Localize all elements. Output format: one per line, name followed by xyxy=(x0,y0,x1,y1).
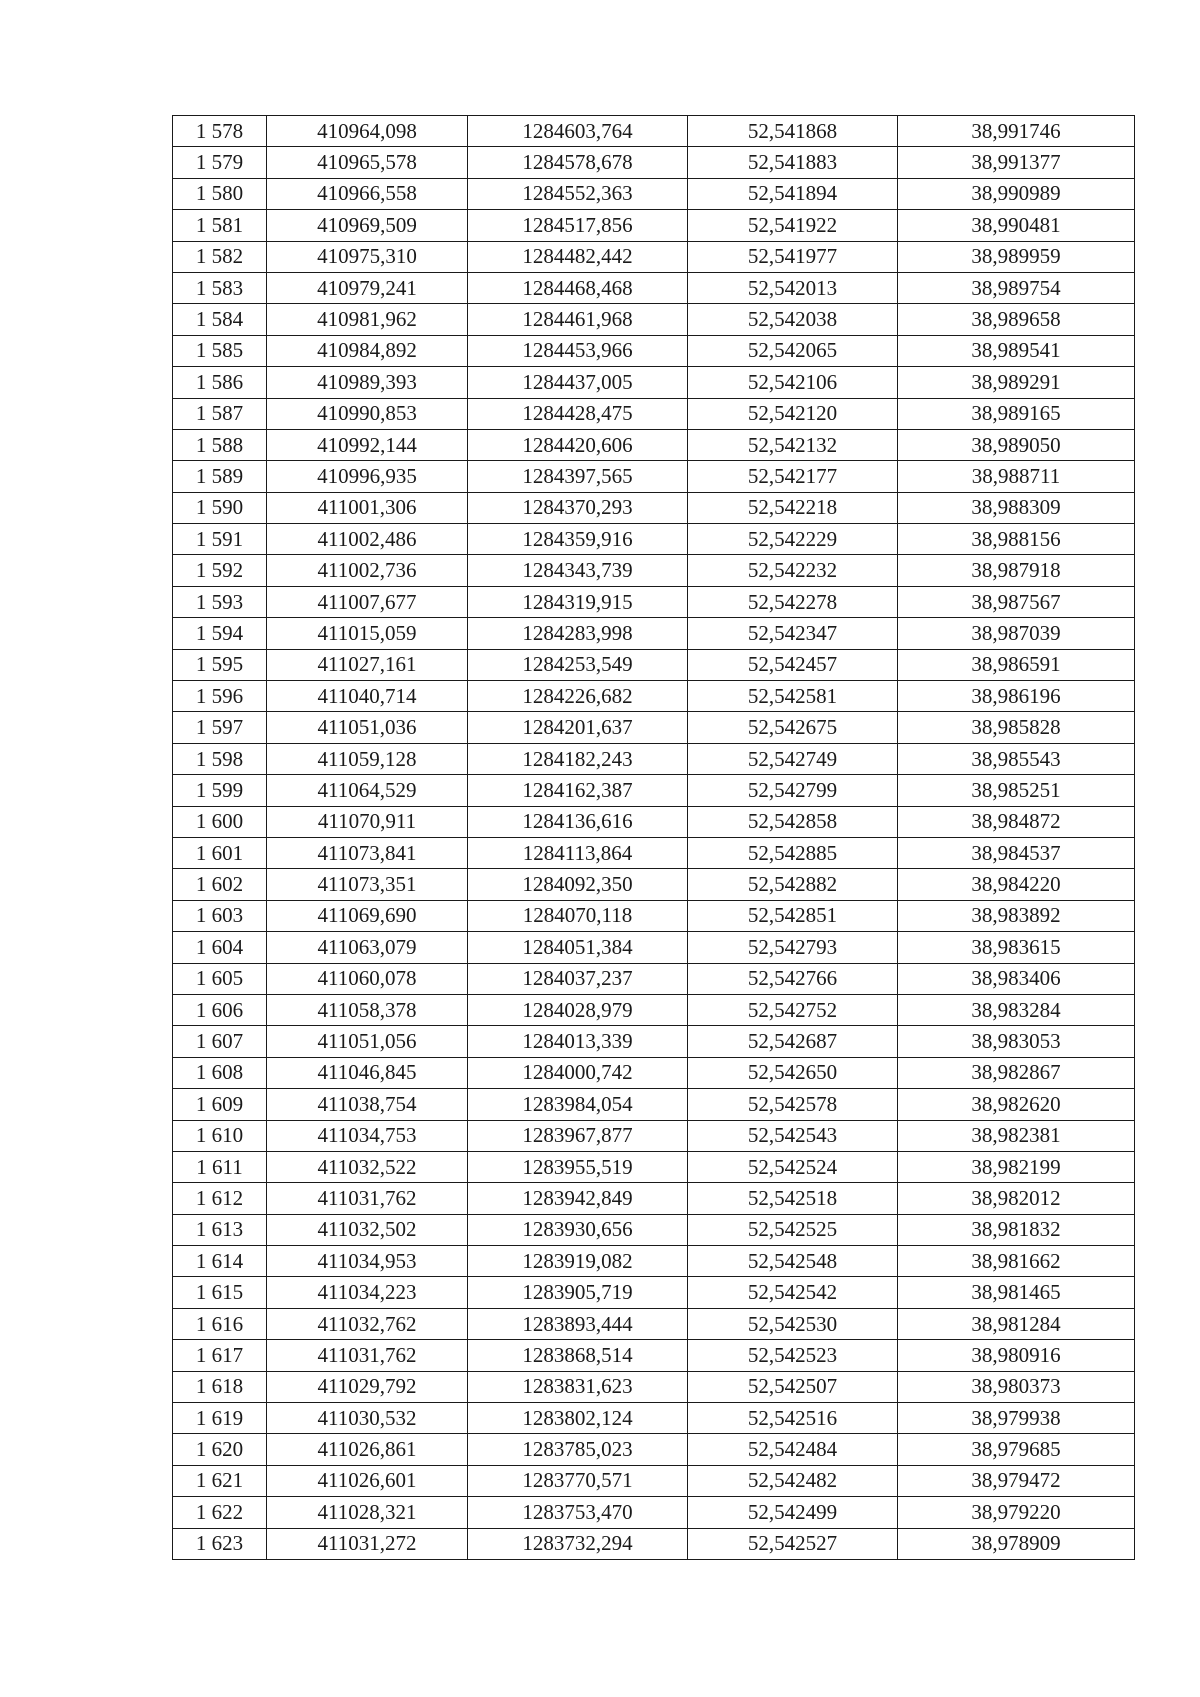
x-coordinate-cell: 411059,128 xyxy=(267,743,468,774)
latitude-cell: 52,542065 xyxy=(688,335,898,366)
latitude-cell: 52,542885 xyxy=(688,837,898,868)
longitude-cell: 38,983406 xyxy=(898,963,1135,994)
longitude-cell: 38,982620 xyxy=(898,1089,1135,1120)
point-number-cell: 1 605 xyxy=(173,963,267,994)
latitude-cell: 52,542548 xyxy=(688,1246,898,1277)
x-coordinate-cell: 411032,762 xyxy=(267,1308,468,1339)
table-row xyxy=(173,1120,1135,1151)
x-coordinate-cell: 411032,502 xyxy=(267,1214,468,1245)
y-coordinate-cell: 1283905,719 xyxy=(468,1277,688,1308)
table-row xyxy=(173,743,1135,774)
y-coordinate-cell: 1284482,442 xyxy=(468,241,688,272)
table-row xyxy=(173,837,1135,868)
point-number-cell: 1 584 xyxy=(173,304,267,335)
longitude-cell: 38,988711 xyxy=(898,461,1135,492)
point-number-cell: 1 600 xyxy=(173,806,267,837)
longitude-cell: 38,983615 xyxy=(898,932,1135,963)
point-number-cell: 1 585 xyxy=(173,335,267,366)
point-number-cell: 1 607 xyxy=(173,1026,267,1057)
longitude-cell: 38,989050 xyxy=(898,429,1135,460)
y-coordinate-cell: 1284420,606 xyxy=(468,429,688,460)
longitude-cell: 38,978909 xyxy=(898,1528,1135,1559)
y-coordinate-cell: 1283930,656 xyxy=(468,1214,688,1245)
x-coordinate-cell: 411040,714 xyxy=(267,681,468,712)
latitude-cell: 52,542013 xyxy=(688,272,898,303)
coordinates-table xyxy=(172,115,1135,1560)
y-coordinate-cell: 1284461,968 xyxy=(468,304,688,335)
y-coordinate-cell: 1284113,864 xyxy=(468,837,688,868)
table-row xyxy=(173,335,1135,366)
x-coordinate-cell: 411031,762 xyxy=(267,1340,468,1371)
x-coordinate-cell: 410996,935 xyxy=(267,461,468,492)
y-coordinate-cell: 1284370,293 xyxy=(468,492,688,523)
table-row xyxy=(173,304,1135,335)
latitude-cell: 52,542524 xyxy=(688,1151,898,1182)
y-coordinate-cell: 1284028,979 xyxy=(468,994,688,1025)
latitude-cell: 52,542518 xyxy=(688,1183,898,1214)
longitude-cell: 38,979472 xyxy=(898,1465,1135,1496)
table-row xyxy=(173,492,1135,523)
y-coordinate-cell: 1284182,243 xyxy=(468,743,688,774)
y-coordinate-cell: 1284468,468 xyxy=(468,272,688,303)
latitude-cell: 52,542038 xyxy=(688,304,898,335)
x-coordinate-cell: 411064,529 xyxy=(267,775,468,806)
x-coordinate-cell: 411069,690 xyxy=(267,900,468,931)
latitude-cell: 52,542499 xyxy=(688,1497,898,1528)
x-coordinate-cell: 410964,098 xyxy=(267,116,468,147)
point-number-cell: 1 618 xyxy=(173,1371,267,1402)
table-row xyxy=(173,1497,1135,1528)
table-row xyxy=(173,116,1135,147)
latitude-cell: 52,542578 xyxy=(688,1089,898,1120)
table-row xyxy=(173,681,1135,712)
point-number-cell: 1 614 xyxy=(173,1246,267,1277)
y-coordinate-cell: 1284013,339 xyxy=(468,1026,688,1057)
x-coordinate-cell: 411007,677 xyxy=(267,586,468,617)
y-coordinate-cell: 1283967,877 xyxy=(468,1120,688,1151)
point-number-cell: 1 580 xyxy=(173,178,267,209)
table-row xyxy=(173,649,1135,680)
latitude-cell: 52,542278 xyxy=(688,586,898,617)
latitude-cell: 52,542525 xyxy=(688,1214,898,1245)
latitude-cell: 52,541894 xyxy=(688,178,898,209)
longitude-cell: 38,989541 xyxy=(898,335,1135,366)
point-number-cell: 1 589 xyxy=(173,461,267,492)
longitude-cell: 38,983892 xyxy=(898,900,1135,931)
latitude-cell: 52,542542 xyxy=(688,1277,898,1308)
longitude-cell: 38,989959 xyxy=(898,241,1135,272)
longitude-cell: 38,984872 xyxy=(898,806,1135,837)
y-coordinate-cell: 1284552,363 xyxy=(468,178,688,209)
coordinates-table-body xyxy=(173,116,1135,1560)
x-coordinate-cell: 411026,861 xyxy=(267,1434,468,1465)
point-number-cell: 1 603 xyxy=(173,900,267,931)
point-number-cell: 1 579 xyxy=(173,147,267,178)
y-coordinate-cell: 1283785,023 xyxy=(468,1434,688,1465)
latitude-cell: 52,542177 xyxy=(688,461,898,492)
x-coordinate-cell: 411073,841 xyxy=(267,837,468,868)
table-row xyxy=(173,1057,1135,1088)
longitude-cell: 38,989658 xyxy=(898,304,1135,335)
table-row xyxy=(173,775,1135,806)
table-row xyxy=(173,1246,1135,1277)
table-row xyxy=(173,1089,1135,1120)
longitude-cell: 38,989165 xyxy=(898,398,1135,429)
point-number-cell: 1 609 xyxy=(173,1089,267,1120)
table-row xyxy=(173,1528,1135,1559)
x-coordinate-cell: 411034,953 xyxy=(267,1246,468,1277)
table-row xyxy=(173,1308,1135,1339)
longitude-cell: 38,980916 xyxy=(898,1340,1135,1371)
table-row xyxy=(173,1151,1135,1182)
longitude-cell: 38,984220 xyxy=(898,869,1135,900)
y-coordinate-cell: 1283919,082 xyxy=(468,1246,688,1277)
y-coordinate-cell: 1283831,623 xyxy=(468,1371,688,1402)
table-row xyxy=(173,241,1135,272)
longitude-cell: 38,991377 xyxy=(898,147,1135,178)
latitude-cell: 52,542687 xyxy=(688,1026,898,1057)
latitude-cell: 52,542106 xyxy=(688,367,898,398)
x-coordinate-cell: 411032,522 xyxy=(267,1151,468,1182)
longitude-cell: 38,981832 xyxy=(898,1214,1135,1245)
longitude-cell: 38,981662 xyxy=(898,1246,1135,1277)
y-coordinate-cell: 1283955,519 xyxy=(468,1151,688,1182)
table-row xyxy=(173,1277,1135,1308)
x-coordinate-cell: 410990,853 xyxy=(267,398,468,429)
point-number-cell: 1 622 xyxy=(173,1497,267,1528)
table-row xyxy=(173,1214,1135,1245)
point-number-cell: 1 619 xyxy=(173,1403,267,1434)
point-number-cell: 1 608 xyxy=(173,1057,267,1088)
point-number-cell: 1 578 xyxy=(173,116,267,147)
table-row xyxy=(173,1465,1135,1496)
point-number-cell: 1 596 xyxy=(173,681,267,712)
longitude-cell: 38,980373 xyxy=(898,1371,1135,1402)
table-row xyxy=(173,806,1135,837)
latitude-cell: 52,542793 xyxy=(688,932,898,963)
point-number-cell: 1 597 xyxy=(173,712,267,743)
longitude-cell: 38,991746 xyxy=(898,116,1135,147)
longitude-cell: 38,979685 xyxy=(898,1434,1135,1465)
table-row xyxy=(173,1026,1135,1057)
point-number-cell: 1 593 xyxy=(173,586,267,617)
longitude-cell: 38,985828 xyxy=(898,712,1135,743)
latitude-cell: 52,542530 xyxy=(688,1308,898,1339)
point-number-cell: 1 586 xyxy=(173,367,267,398)
latitude-cell: 52,542482 xyxy=(688,1465,898,1496)
latitude-cell: 52,542851 xyxy=(688,900,898,931)
longitude-cell: 38,981284 xyxy=(898,1308,1135,1339)
point-number-cell: 1 611 xyxy=(173,1151,267,1182)
point-number-cell: 1 594 xyxy=(173,618,267,649)
x-coordinate-cell: 411063,079 xyxy=(267,932,468,963)
table-row xyxy=(173,994,1135,1025)
latitude-cell: 52,542523 xyxy=(688,1340,898,1371)
y-coordinate-cell: 1284453,966 xyxy=(468,335,688,366)
point-number-cell: 1 588 xyxy=(173,429,267,460)
x-coordinate-cell: 410965,578 xyxy=(267,147,468,178)
point-number-cell: 1 621 xyxy=(173,1465,267,1496)
table-row xyxy=(173,1183,1135,1214)
point-number-cell: 1 583 xyxy=(173,272,267,303)
x-coordinate-cell: 410975,310 xyxy=(267,241,468,272)
x-coordinate-cell: 411026,601 xyxy=(267,1465,468,1496)
y-coordinate-cell: 1283732,294 xyxy=(468,1528,688,1559)
longitude-cell: 38,979220 xyxy=(898,1497,1135,1528)
y-coordinate-cell: 1284603,764 xyxy=(468,116,688,147)
y-coordinate-cell: 1284162,387 xyxy=(468,775,688,806)
x-coordinate-cell: 411034,753 xyxy=(267,1120,468,1151)
table-row xyxy=(173,178,1135,209)
point-number-cell: 1 620 xyxy=(173,1434,267,1465)
latitude-cell: 52,542650 xyxy=(688,1057,898,1088)
point-number-cell: 1 616 xyxy=(173,1308,267,1339)
y-coordinate-cell: 1284428,475 xyxy=(468,398,688,429)
latitude-cell: 52,542232 xyxy=(688,555,898,586)
x-coordinate-cell: 410979,241 xyxy=(267,272,468,303)
x-coordinate-cell: 411002,486 xyxy=(267,524,468,555)
latitude-cell: 52,542752 xyxy=(688,994,898,1025)
table-row xyxy=(173,147,1135,178)
table-row xyxy=(173,1340,1135,1371)
x-coordinate-cell: 411027,161 xyxy=(267,649,468,680)
latitude-cell: 52,542347 xyxy=(688,618,898,649)
y-coordinate-cell: 1283770,571 xyxy=(468,1465,688,1496)
x-coordinate-cell: 411046,845 xyxy=(267,1057,468,1088)
latitude-cell: 52,542484 xyxy=(688,1434,898,1465)
longitude-cell: 38,985251 xyxy=(898,775,1135,806)
latitude-cell: 52,542766 xyxy=(688,963,898,994)
latitude-cell: 52,542882 xyxy=(688,869,898,900)
x-coordinate-cell: 411031,272 xyxy=(267,1528,468,1559)
latitude-cell: 52,542749 xyxy=(688,743,898,774)
table-row xyxy=(173,524,1135,555)
x-coordinate-cell: 411060,078 xyxy=(267,963,468,994)
x-coordinate-cell: 410989,393 xyxy=(267,367,468,398)
table-row xyxy=(173,900,1135,931)
table-row xyxy=(173,555,1135,586)
point-number-cell: 1 599 xyxy=(173,775,267,806)
latitude-cell: 52,542858 xyxy=(688,806,898,837)
latitude-cell: 52,542457 xyxy=(688,649,898,680)
y-coordinate-cell: 1284397,565 xyxy=(468,461,688,492)
table-row xyxy=(173,1403,1135,1434)
x-coordinate-cell: 410966,558 xyxy=(267,178,468,209)
point-number-cell: 1 615 xyxy=(173,1277,267,1308)
table-row xyxy=(173,932,1135,963)
x-coordinate-cell: 410992,144 xyxy=(267,429,468,460)
longitude-cell: 38,987567 xyxy=(898,586,1135,617)
latitude-cell: 52,542527 xyxy=(688,1528,898,1559)
longitude-cell: 38,982199 xyxy=(898,1151,1135,1182)
y-coordinate-cell: 1283753,470 xyxy=(468,1497,688,1528)
x-coordinate-cell: 411034,223 xyxy=(267,1277,468,1308)
y-coordinate-cell: 1284051,384 xyxy=(468,932,688,963)
y-coordinate-cell: 1283802,124 xyxy=(468,1403,688,1434)
point-number-cell: 1 612 xyxy=(173,1183,267,1214)
point-number-cell: 1 587 xyxy=(173,398,267,429)
x-coordinate-cell: 411031,762 xyxy=(267,1183,468,1214)
x-coordinate-cell: 411015,059 xyxy=(267,618,468,649)
x-coordinate-cell: 411001,306 xyxy=(267,492,468,523)
y-coordinate-cell: 1284070,118 xyxy=(468,900,688,931)
longitude-cell: 38,987039 xyxy=(898,618,1135,649)
latitude-cell: 52,542581 xyxy=(688,681,898,712)
point-number-cell: 1 598 xyxy=(173,743,267,774)
longitude-cell: 38,982012 xyxy=(898,1183,1135,1214)
x-coordinate-cell: 411029,792 xyxy=(267,1371,468,1402)
longitude-cell: 38,984537 xyxy=(898,837,1135,868)
latitude-cell: 52,541922 xyxy=(688,210,898,241)
y-coordinate-cell: 1284359,916 xyxy=(468,524,688,555)
y-coordinate-cell: 1284253,549 xyxy=(468,649,688,680)
longitude-cell: 38,979938 xyxy=(898,1403,1135,1434)
x-coordinate-cell: 411002,736 xyxy=(267,555,468,586)
point-number-cell: 1 610 xyxy=(173,1120,267,1151)
point-number-cell: 1 581 xyxy=(173,210,267,241)
longitude-cell: 38,983284 xyxy=(898,994,1135,1025)
longitude-cell: 38,985543 xyxy=(898,743,1135,774)
x-coordinate-cell: 410981,962 xyxy=(267,304,468,335)
y-coordinate-cell: 1284343,739 xyxy=(468,555,688,586)
x-coordinate-cell: 411051,056 xyxy=(267,1026,468,1057)
table-row xyxy=(173,712,1135,743)
longitude-cell: 38,982381 xyxy=(898,1120,1135,1151)
longitude-cell: 38,986591 xyxy=(898,649,1135,680)
point-number-cell: 1 595 xyxy=(173,649,267,680)
point-number-cell: 1 590 xyxy=(173,492,267,523)
x-coordinate-cell: 411058,378 xyxy=(267,994,468,1025)
y-coordinate-cell: 1284319,915 xyxy=(468,586,688,617)
longitude-cell: 38,989754 xyxy=(898,272,1135,303)
latitude-cell: 52,542543 xyxy=(688,1120,898,1151)
table-row xyxy=(173,1371,1135,1402)
table-row xyxy=(173,210,1135,241)
latitude-cell: 52,542799 xyxy=(688,775,898,806)
point-number-cell: 1 613 xyxy=(173,1214,267,1245)
table-row xyxy=(173,272,1135,303)
longitude-cell: 38,987918 xyxy=(898,555,1135,586)
latitude-cell: 52,542120 xyxy=(688,398,898,429)
longitude-cell: 38,982867 xyxy=(898,1057,1135,1088)
latitude-cell: 52,542675 xyxy=(688,712,898,743)
latitude-cell: 52,542218 xyxy=(688,492,898,523)
x-coordinate-cell: 411028,321 xyxy=(267,1497,468,1528)
table-row xyxy=(173,367,1135,398)
y-coordinate-cell: 1284136,616 xyxy=(468,806,688,837)
table-row xyxy=(173,963,1135,994)
latitude-cell: 52,541868 xyxy=(688,116,898,147)
x-coordinate-cell: 410969,509 xyxy=(267,210,468,241)
y-coordinate-cell: 1284226,682 xyxy=(468,681,688,712)
longitude-cell: 38,988156 xyxy=(898,524,1135,555)
y-coordinate-cell: 1284283,998 xyxy=(468,618,688,649)
table-row xyxy=(173,398,1135,429)
latitude-cell: 52,541883 xyxy=(688,147,898,178)
y-coordinate-cell: 1284092,350 xyxy=(468,869,688,900)
y-coordinate-cell: 1284037,237 xyxy=(468,963,688,994)
table-row xyxy=(173,1434,1135,1465)
y-coordinate-cell: 1283984,054 xyxy=(468,1089,688,1120)
table-row xyxy=(173,586,1135,617)
y-coordinate-cell: 1283868,514 xyxy=(468,1340,688,1371)
longitude-cell: 38,990481 xyxy=(898,210,1135,241)
point-number-cell: 1 582 xyxy=(173,241,267,272)
y-coordinate-cell: 1284437,005 xyxy=(468,367,688,398)
longitude-cell: 38,990989 xyxy=(898,178,1135,209)
point-number-cell: 1 592 xyxy=(173,555,267,586)
x-coordinate-cell: 411038,754 xyxy=(267,1089,468,1120)
y-coordinate-cell: 1283942,849 xyxy=(468,1183,688,1214)
y-coordinate-cell: 1284517,856 xyxy=(468,210,688,241)
table-row xyxy=(173,461,1135,492)
x-coordinate-cell: 411051,036 xyxy=(267,712,468,743)
latitude-cell: 52,542132 xyxy=(688,429,898,460)
longitude-cell: 38,983053 xyxy=(898,1026,1135,1057)
table-row xyxy=(173,618,1135,649)
point-number-cell: 1 617 xyxy=(173,1340,267,1371)
point-number-cell: 1 602 xyxy=(173,869,267,900)
x-coordinate-cell: 411073,351 xyxy=(267,869,468,900)
latitude-cell: 52,542229 xyxy=(688,524,898,555)
latitude-cell: 52,541977 xyxy=(688,241,898,272)
longitude-cell: 38,988309 xyxy=(898,492,1135,523)
y-coordinate-cell: 1284000,742 xyxy=(468,1057,688,1088)
latitude-cell: 52,542516 xyxy=(688,1403,898,1434)
latitude-cell: 52,542507 xyxy=(688,1371,898,1402)
longitude-cell: 38,981465 xyxy=(898,1277,1135,1308)
table-row xyxy=(173,429,1135,460)
y-coordinate-cell: 1284201,637 xyxy=(468,712,688,743)
point-number-cell: 1 606 xyxy=(173,994,267,1025)
x-coordinate-cell: 410984,892 xyxy=(267,335,468,366)
point-number-cell: 1 623 xyxy=(173,1528,267,1559)
y-coordinate-cell: 1284578,678 xyxy=(468,147,688,178)
longitude-cell: 38,986196 xyxy=(898,681,1135,712)
point-number-cell: 1 591 xyxy=(173,524,267,555)
longitude-cell: 38,989291 xyxy=(898,367,1135,398)
y-coordinate-cell: 1283893,444 xyxy=(468,1308,688,1339)
point-number-cell: 1 604 xyxy=(173,932,267,963)
x-coordinate-cell: 411070,911 xyxy=(267,806,468,837)
table-row xyxy=(173,869,1135,900)
point-number-cell: 1 601 xyxy=(173,837,267,868)
x-coordinate-cell: 411030,532 xyxy=(267,1403,468,1434)
